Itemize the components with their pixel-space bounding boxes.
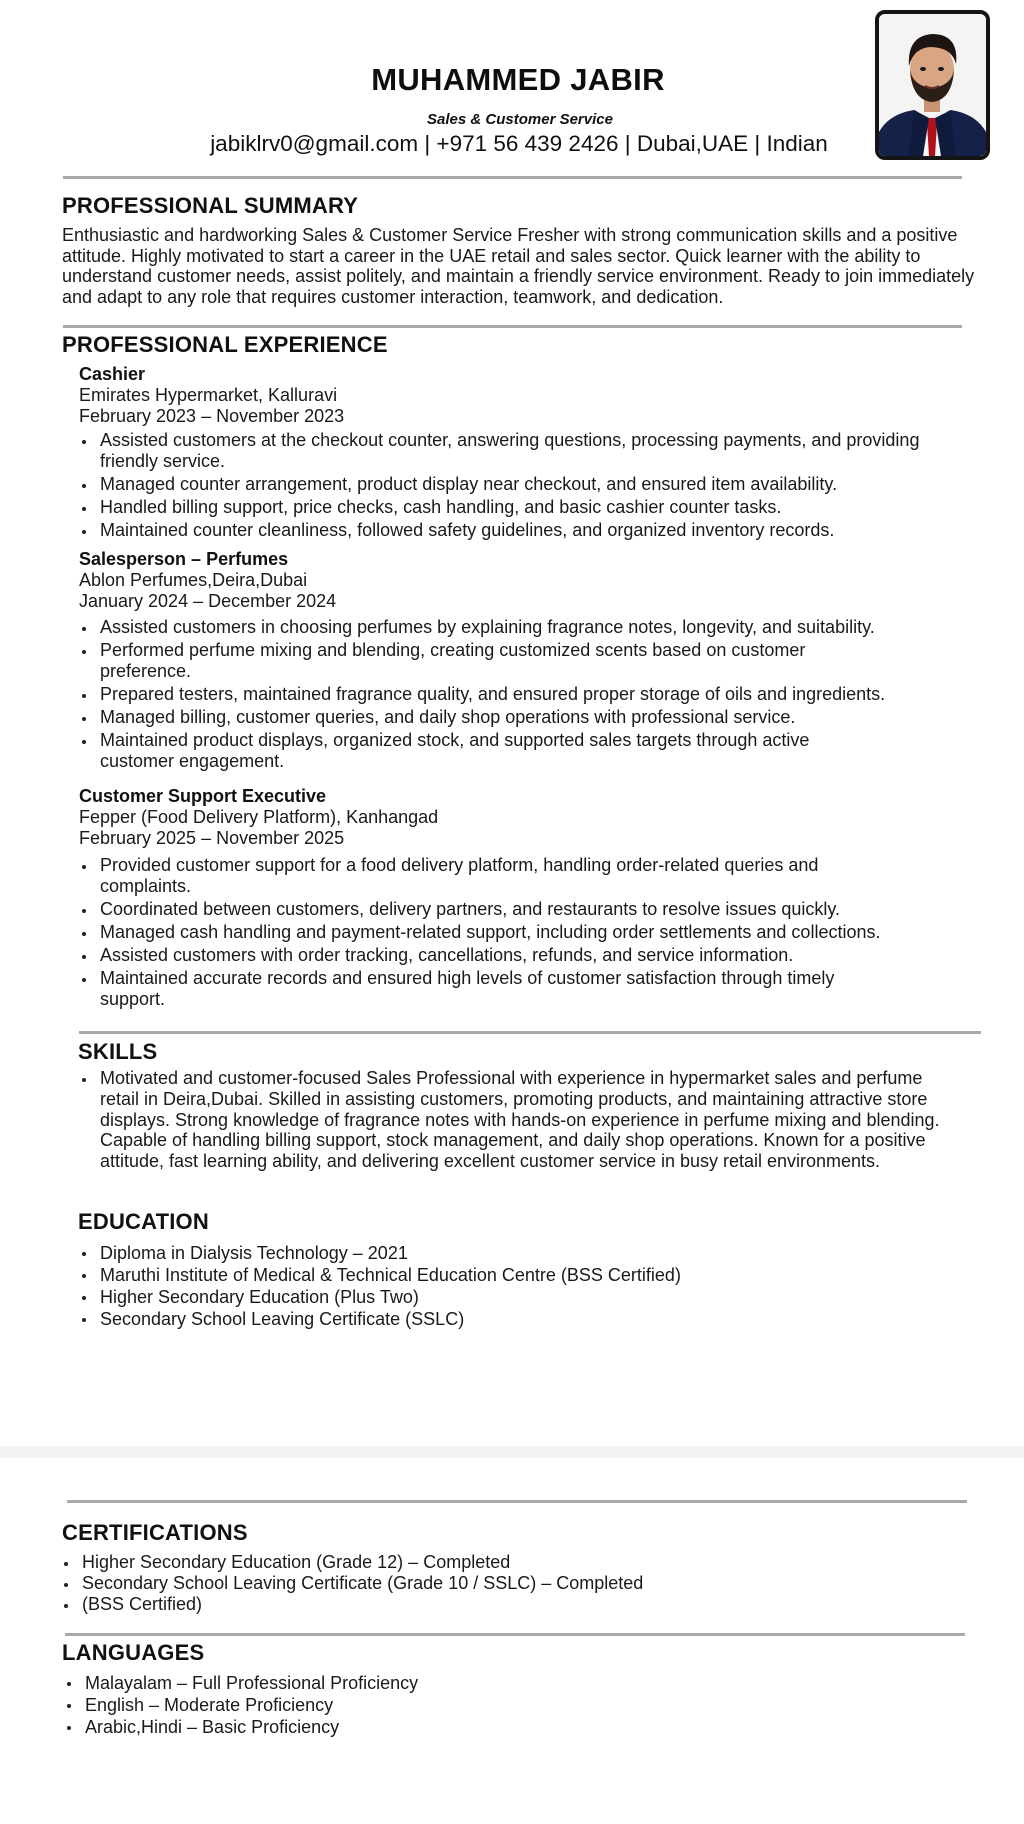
list-item: Maintained accurate records and ensured high levels of customer satisfaction through timely support.: [80, 968, 900, 1010]
job-title: Salesperson – Perfumes: [79, 549, 289, 569]
list-item: Provided customer support for a food delivery platform, handling order-related queries and complaints.: [80, 855, 890, 897]
job-title: Customer Support Executive: [79, 786, 327, 806]
divider: [79, 1031, 981, 1034]
certifications-heading: CERTIFICATIONS: [62, 1520, 248, 1545]
experience-heading: PROFESSIONAL EXPERIENCE: [62, 332, 388, 357]
list-item: Prepared testers, maintained fragrance quality, and ensured proper storage of oils and ingredients.: [80, 684, 960, 705]
list-item: Motivated and customer-focused Sales Professional with experience in hypermarket sales and perfume retail in Deira,Dubai. Skilled in assisting customers, promoting products, and maintaining attractive store displays. Strong knowledge of fragrance notes with hands-on experience in perfume mixing and blending. Capable of handling billing support, stock management, and daily shop operations. Known for a positive attitude, fast learning ability, and delivering excellent customer service in busy retail environments.: [80, 1068, 960, 1172]
job-dates: February 2023 – November 2023: [79, 406, 345, 426]
list-item: Arabic,Hindi – Basic Proficiency: [65, 1716, 945, 1738]
candidate-name: MUHAMMED JABIR: [371, 62, 665, 97]
list-item: Managed counter arrangement, product display near checkout, and ensured item availability.: [80, 474, 980, 495]
list-item: Assisted customers with order tracking, cancellations, refunds, and service information.: [80, 945, 960, 966]
list-item: Higher Secondary Education (Grade 12) – Completed: [62, 1552, 942, 1573]
list-item: Maintained product displays, organized stock, and supported sales targets through active customer engagement.: [80, 730, 880, 772]
job-bullets: [80, 617, 960, 774]
list-item: Maintained counter cleanliness, followed safety guidelines, and organized inventory records.: [80, 520, 980, 541]
summary-heading: PROFESSIONAL SUMMARY: [62, 193, 359, 218]
job-dates: February 2025 – November 2025: [79, 828, 345, 848]
skills-list: [80, 1068, 960, 1172]
summary-text: Enthusiastic and hardworking Sales & Customer Service Fresher with strong communication skills and a positive attitude. Highly motivated to start a career in the UAE retail and sales sector. Quick learner with the ability to understand customer needs, assist politely, and maintain a friendly service environment. Ready to join immediately and adapt to any role that requires customer interaction, teamwork, and dedication.: [62, 225, 975, 307]
list-item: English – Moderate Proficiency: [65, 1694, 945, 1716]
contact-line: jabiklrv0@gmail.com | +971 56 439 2426 | Dubai,UAE | Indian: [210, 131, 828, 156]
job-company: Fepper (Food Delivery Platform), Kanhangad: [79, 807, 439, 827]
divider: [65, 1633, 965, 1636]
list-item: Coordinated between customers, delivery partners, and restaurants to resolve issues quickly.: [80, 899, 960, 920]
list-item: Diploma in Dialysis Technology – 2021: [80, 1242, 960, 1264]
job-dates: January 2024 – December 2024: [79, 591, 337, 611]
skills-heading: SKILLS: [78, 1039, 158, 1064]
page-break: [0, 1446, 1024, 1458]
list-item: Higher Secondary Education (Plus Two): [80, 1286, 960, 1308]
list-item: Performed perfume mixing and blending, creating customized scents based on customer preference.: [80, 640, 860, 682]
list-item: Managed cash handling and payment-related support, including order settlements and collections.: [80, 922, 960, 943]
divider: [63, 325, 962, 328]
languages-list: [65, 1672, 945, 1738]
job-title: Cashier: [79, 364, 146, 384]
list-item: Secondary School Leaving Certificate (Grade 10 / SSLC) – Completed: [62, 1573, 942, 1594]
divider: [63, 176, 962, 179]
job-company: Ablon Perfumes,Deira,Dubai: [79, 570, 308, 590]
education-list: [80, 1242, 960, 1330]
list-item: Handled billing support, price checks, cash handling, and basic cashier counter tasks.: [80, 497, 980, 518]
list-item: Malayalam – Full Professional Proficiency: [65, 1672, 945, 1694]
job-bullets: [80, 430, 980, 543]
candidate-subtitle: Sales & Customer Service: [427, 111, 613, 128]
languages-heading: LANGUAGES: [62, 1640, 205, 1665]
job-bullets: [80, 855, 960, 1012]
list-item: Secondary School Leaving Certificate (SSLC): [80, 1308, 960, 1330]
resume-page-2: [0, 1458, 1024, 1824]
list-item: Assisted customers at the checkout counter, answering questions, processing payments, and providing friendly service.: [80, 430, 980, 472]
list-item: Managed billing, customer queries, and daily shop operations with professional service.: [80, 707, 960, 728]
list-item: Assisted customers in choosing perfumes by explaining fragrance notes, longevity, and suitability.: [80, 617, 960, 638]
education-heading: EDUCATION: [78, 1209, 209, 1234]
profile-photo: [875, 10, 990, 160]
job-company: Emirates Hypermarket, Kalluravi: [79, 385, 338, 405]
list-item: Maruthi Institute of Medical & Technical Education Centre (BSS Certified): [80, 1264, 960, 1286]
divider: [67, 1500, 967, 1503]
certifications-list: [62, 1552, 942, 1615]
list-item: (BSS Certified): [62, 1594, 942, 1615]
